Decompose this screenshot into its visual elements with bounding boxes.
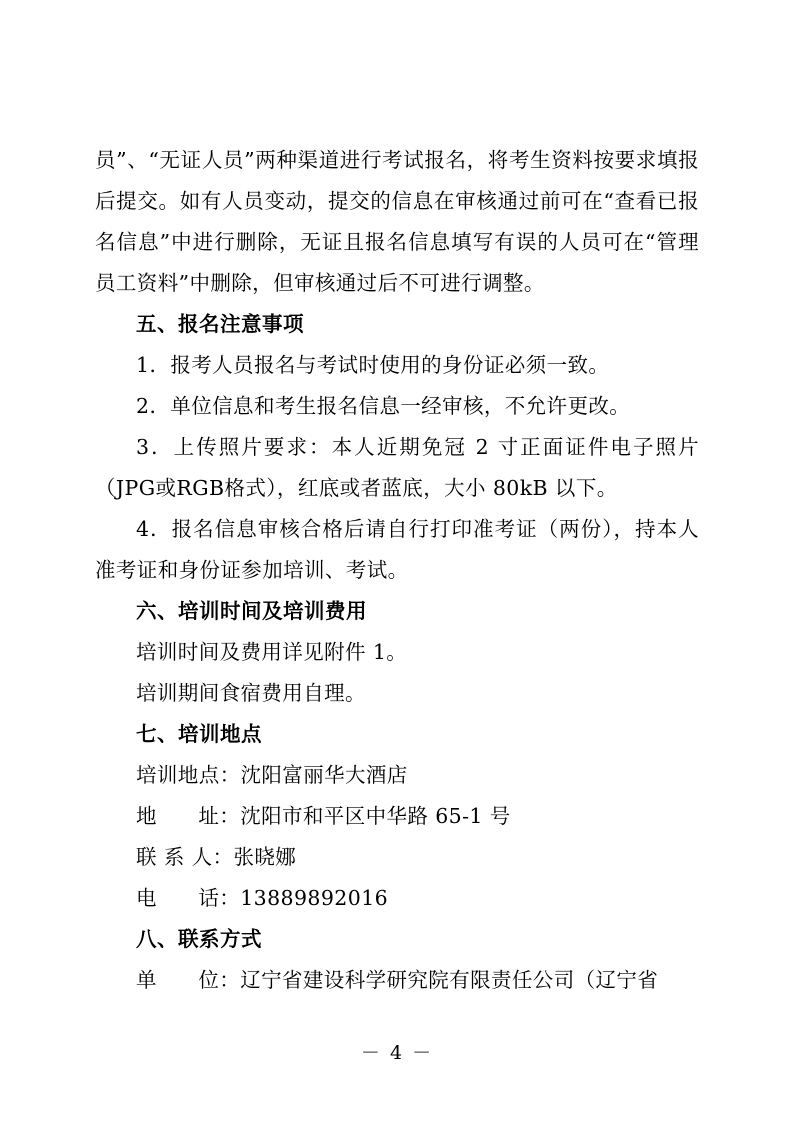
list-item-5-2: 2．单位信息和考生报名信息一经审核，不允许更改。 bbox=[136, 394, 631, 418]
paragraph-6-2: 培训期间食宿费用自理。 bbox=[136, 681, 366, 705]
training-address-value: 沈阳市和平区中华路 65-1 号 bbox=[240, 804, 511, 828]
page-number-footer: － 4 － bbox=[360, 1042, 434, 1064]
contact-phone-label: 电 话： bbox=[136, 886, 241, 910]
organization-value: 辽宁省建设科学研究院有限责任公司（辽宁省 bbox=[240, 968, 659, 992]
list-item-5-4: 4．报名信息审核合格后请自行打印准考证（两份），持本人准考证和身份证参加培训、考试。 bbox=[95, 517, 699, 582]
paragraph-6-1: 培训时间及费用详见附件 1。 bbox=[136, 640, 408, 664]
list-item-5-3: 3．上传照片要求：本人近期免冠 2 寸正面证件电子照片（JPG或RGB格式），红底或者蓝底，大小 80kB 以下。 bbox=[95, 435, 699, 500]
contact-phone-row bbox=[95, 878, 699, 919]
organization-label: 单 位： bbox=[136, 968, 241, 992]
contact-person-label: 联 系 人： bbox=[136, 845, 234, 869]
organization-row bbox=[95, 960, 699, 1001]
training-location: 培训地点：沈阳富丽华大酒店 bbox=[136, 763, 408, 787]
heading-section-five: 五、报名注意事项 bbox=[136, 312, 304, 336]
heading-section-seven: 七、培训地点 bbox=[136, 722, 262, 746]
heading-section-six: 六、培训时间及培训费用 bbox=[136, 599, 367, 623]
paragraph-continued-top: 员”、“无证人员”两种渠道进行考试报名，将考生资料按要求填报后提交。如有人员变动，提交的信息在审核通过前可在“查看已报名信息”中进行删除，无证且报名信息填写有误的人员可在“管理员工资料”中删除，但审核通过后不可进行调整。 bbox=[95, 148, 699, 295]
document-body bbox=[95, 140, 699, 1001]
contact-phone-value: 13889892016 bbox=[240, 886, 389, 910]
training-address-label: 地 址： bbox=[136, 804, 241, 828]
contact-person-value: 张晓娜 bbox=[233, 845, 297, 869]
heading-section-eight: 八、联系方式 bbox=[136, 927, 262, 951]
training-address-row bbox=[95, 796, 699, 837]
list-item-5-1: 1．报考人员报名与考试时使用的身份证必须一致。 bbox=[136, 353, 610, 377]
contact-person-row bbox=[95, 837, 699, 878]
